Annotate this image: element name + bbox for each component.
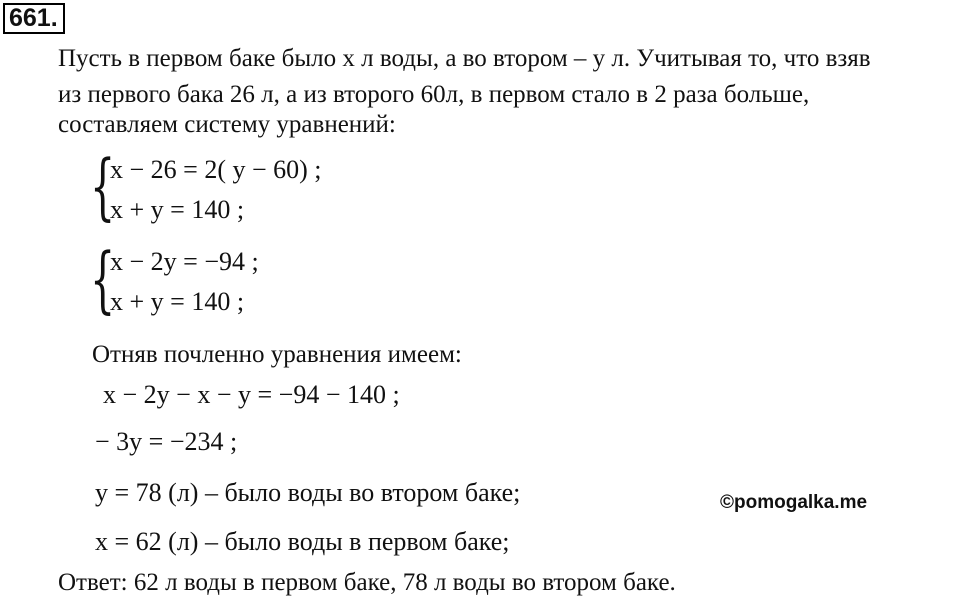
system-1-equation-1: x − 26 = 2( y − 60) ;: [110, 155, 322, 184]
step-3: y = 78 (л) – было воды во втором баке;: [95, 478, 521, 507]
system-2-brace: {: [90, 237, 116, 321]
answer-line: Ответ: 62 л воды в первом баке, 78 л воды во втором баке.: [58, 569, 676, 596]
system-2-equation-1: x − 2y = −94 ;: [110, 247, 259, 276]
watermark: ©pomogalka.me: [720, 492, 868, 513]
subtract-caption: Отняв почленно уравнения имеем:: [92, 341, 462, 368]
problem-number: 661.: [3, 3, 65, 34]
system-1-brace: {: [90, 144, 116, 228]
system-1-equation-2: x + y = 140 ;: [110, 195, 245, 224]
intro-line-3: составляем систему уравнений:: [58, 111, 396, 138]
intro-line-1: Пусть в первом баке было x л воды, а во втором – y л. Учитывая то, что взяв: [58, 45, 871, 72]
step-1: x − 2y − x − y = −94 − 140 ;: [103, 380, 400, 409]
intro-line-2: из первого бака 26 л, а из второго 60л, в первом стало в 2 раза больше,: [58, 81, 810, 108]
step-4: x = 62 (л) – было воды в первом баке;: [95, 527, 510, 556]
system-2-equation-2: x + y = 140 ;: [110, 287, 245, 316]
step-2: − 3y = −234 ;: [95, 427, 238, 456]
